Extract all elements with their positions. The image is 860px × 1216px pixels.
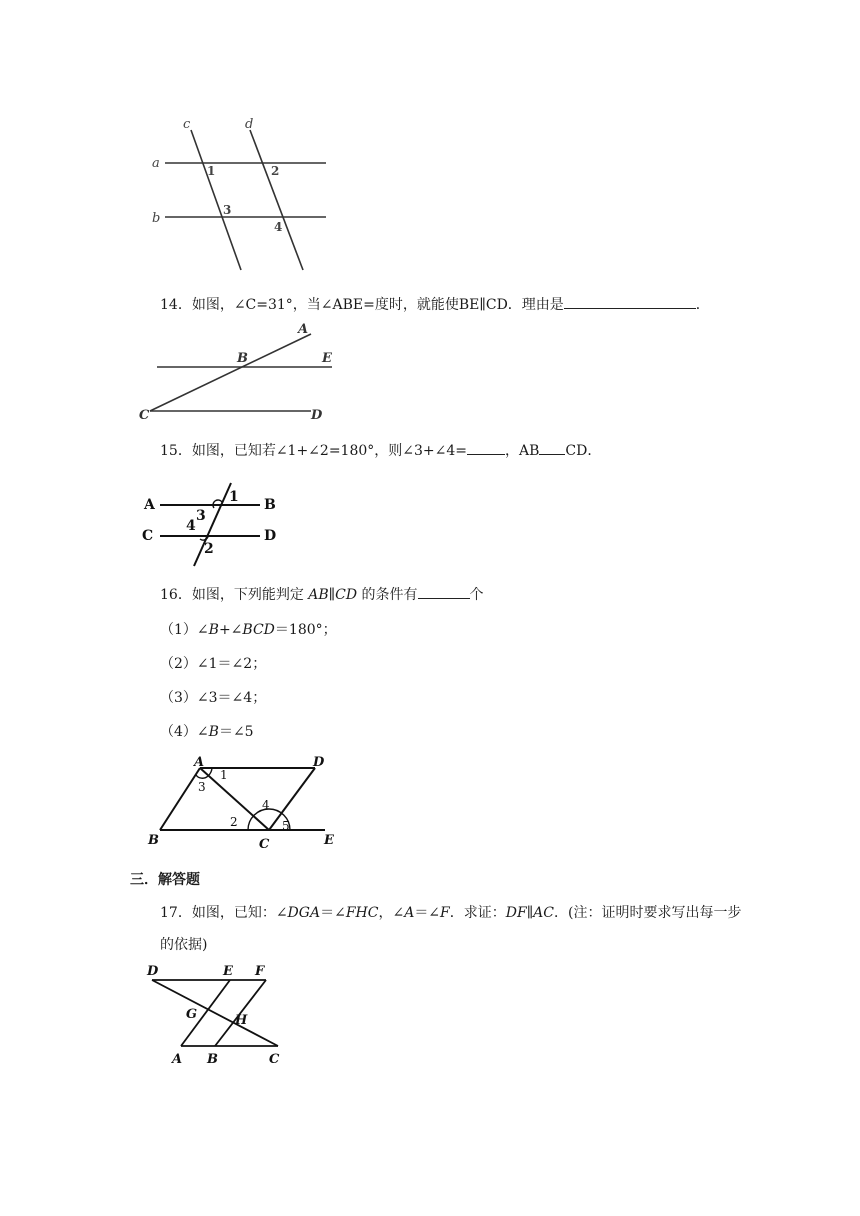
q17-text-h: F bbox=[440, 905, 450, 921]
q17-text-f: A bbox=[404, 905, 415, 921]
label-B: B bbox=[264, 497, 276, 513]
label-a: a bbox=[152, 156, 160, 171]
condition-1 bbox=[160, 620, 337, 640]
label-G: G bbox=[186, 1007, 198, 1022]
figure-q17 bbox=[140, 960, 290, 1070]
answer-blank-15a[interactable] bbox=[467, 440, 505, 455]
question-16-text-3: 的条件有 bbox=[357, 587, 418, 603]
q17-text-g: ＝∠ bbox=[414, 905, 441, 921]
label-D: D bbox=[311, 408, 323, 423]
angle-4-label: 4 bbox=[186, 518, 196, 534]
line-DC bbox=[269, 768, 315, 830]
line-d bbox=[250, 130, 303, 270]
angle-5-label: 5 bbox=[282, 819, 290, 833]
question-14-end: ． bbox=[695, 297, 710, 313]
question-15-text-2: ，AB bbox=[505, 443, 540, 459]
line-c bbox=[191, 130, 241, 270]
angle-1-label: 1 bbox=[220, 768, 228, 782]
label-b: b bbox=[152, 211, 161, 226]
label-D: D bbox=[264, 528, 277, 544]
condition-1-b: B bbox=[208, 622, 219, 638]
question-16-text-1: 16．如图，下列能判定 bbox=[160, 587, 309, 603]
question-14-text: 14．如图，∠C=31°，当∠ABE=度时，就能使BE∥CD．理由是 bbox=[160, 297, 564, 313]
label-d: d bbox=[245, 117, 254, 132]
figure-q16 bbox=[140, 752, 350, 857]
angle-4-label: 4 bbox=[262, 798, 270, 812]
figure-q14 bbox=[136, 320, 346, 425]
label-C: C bbox=[142, 528, 154, 544]
q17-text-e: ，∠ bbox=[378, 905, 405, 921]
label-E: E bbox=[223, 964, 233, 979]
answer-blank-16[interactable] bbox=[418, 584, 470, 599]
label-B: B bbox=[237, 351, 248, 366]
condition-1-d: BCD bbox=[242, 622, 275, 638]
condition-4-num: （4） bbox=[160, 724, 197, 740]
question-15 bbox=[160, 440, 601, 461]
label-E: E bbox=[322, 351, 332, 366]
answer-blank-14[interactable] bbox=[564, 294, 696, 309]
label-E: E bbox=[324, 833, 334, 848]
condition-1-a: ∠ bbox=[196, 622, 209, 638]
label-c: c bbox=[183, 117, 191, 132]
condition-3-num: （3） bbox=[160, 690, 197, 706]
figure-q15 bbox=[138, 478, 288, 568]
label-A: A bbox=[172, 1052, 183, 1067]
angle-2-label: 2 bbox=[204, 541, 214, 557]
answer-blank-15b[interactable] bbox=[539, 440, 565, 455]
label-D: D bbox=[313, 755, 325, 770]
q17-text-k: ．(注：证明时要求写出每一步 bbox=[554, 905, 742, 921]
condition-2-text: ∠1＝∠2； bbox=[196, 656, 267, 672]
label-C: C bbox=[259, 837, 270, 852]
q17-text-a: 17．如图，已知：∠ bbox=[160, 905, 288, 921]
condition-1-num: （1） bbox=[160, 622, 197, 638]
line-CA bbox=[150, 334, 311, 411]
angle-4-label: 4 bbox=[274, 220, 283, 234]
q17-text-c: ＝∠ bbox=[320, 905, 346, 921]
condition-4 bbox=[160, 722, 254, 742]
q17-text-j: DF∥AC bbox=[505, 905, 554, 921]
condition-1-e: ＝180°； bbox=[274, 622, 337, 638]
label-D: D bbox=[147, 964, 159, 979]
condition-4-c: ＝∠5 bbox=[218, 724, 254, 740]
condition-1-c: +∠ bbox=[218, 622, 243, 638]
question-15-text-1: 15．如图，已知若∠1+∠2=180°，则∠3+∠4= bbox=[160, 443, 468, 459]
question-16 bbox=[160, 584, 484, 605]
angle-3-label: 3 bbox=[198, 780, 206, 794]
q17-text-i: ．求证： bbox=[449, 905, 506, 921]
angle-1-label: 1 bbox=[207, 164, 216, 178]
question-16-text-2: AB∥CD bbox=[308, 587, 358, 603]
label-B: B bbox=[148, 833, 159, 848]
q17-text-d: FHC bbox=[345, 905, 379, 921]
condition-3 bbox=[160, 688, 266, 708]
question-15-text-3: CD． bbox=[565, 443, 602, 459]
q17-text-b: DGA bbox=[287, 905, 321, 921]
line-AB bbox=[160, 768, 200, 830]
section-heading: 三．解答题 bbox=[130, 872, 200, 888]
condition-2-num: （2） bbox=[160, 656, 197, 672]
figure-parallel-lines-abcd bbox=[140, 110, 340, 280]
condition-4-b: B bbox=[208, 724, 219, 740]
label-A: A bbox=[298, 322, 309, 337]
label-F: F bbox=[255, 964, 265, 979]
label-H: H bbox=[235, 1013, 248, 1028]
label-A: A bbox=[194, 755, 205, 770]
condition-3-text: ∠3＝∠4； bbox=[196, 690, 267, 706]
angle-3-label: 3 bbox=[223, 203, 232, 217]
label-C: C bbox=[269, 1052, 280, 1067]
label-C: C bbox=[139, 408, 150, 423]
angle-1-label: 1 bbox=[229, 489, 239, 505]
label-B: B bbox=[207, 1052, 218, 1067]
condition-2 bbox=[160, 654, 266, 674]
question-17-line-2: 的依据) bbox=[160, 937, 208, 953]
question-16-text-4: 个 bbox=[469, 587, 484, 603]
angle-3-label: 3 bbox=[196, 508, 206, 524]
question-17-line-1 bbox=[160, 903, 741, 923]
question-14 bbox=[160, 294, 710, 315]
angle-2-label: 2 bbox=[230, 815, 238, 829]
angle-2-label: 2 bbox=[271, 164, 280, 178]
label-A: A bbox=[144, 497, 155, 513]
condition-4-a: ∠ bbox=[196, 724, 209, 740]
